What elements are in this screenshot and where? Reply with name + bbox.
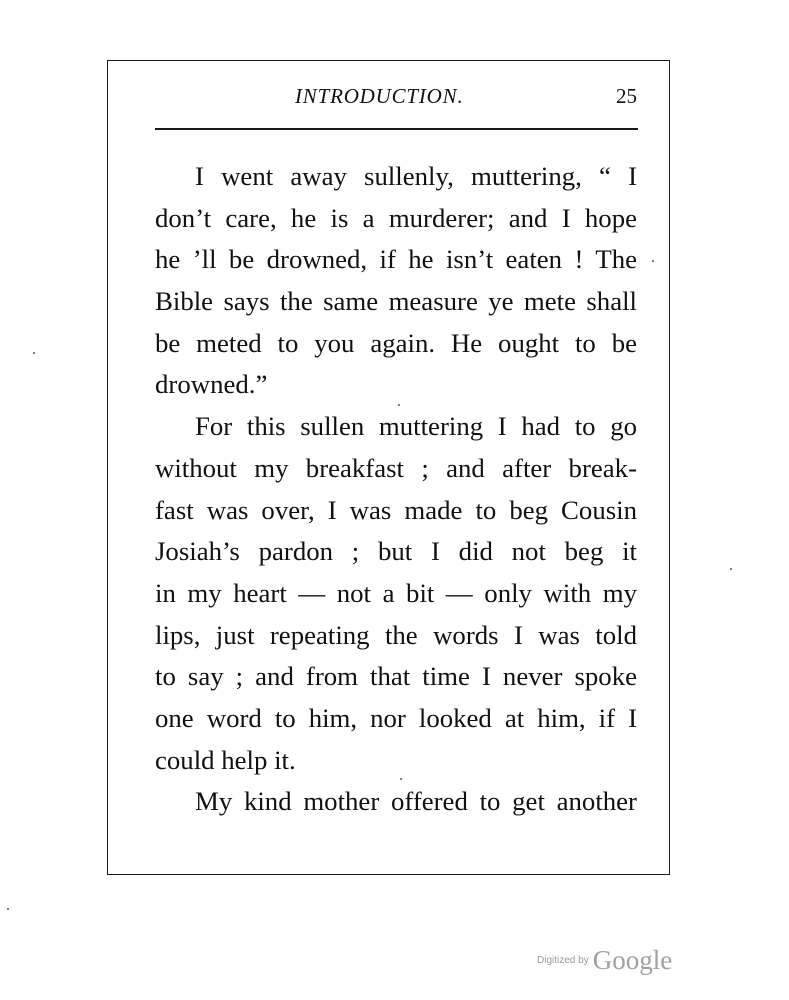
paragraph-1 <box>155 156 637 406</box>
paragraph-3 <box>155 781 637 823</box>
text-line: in my heart — not a bit — only with my <box>155 577 637 608</box>
text-line: Bible says the same measure ye mete shall <box>155 286 637 317</box>
text-line: fast was over, I was made to beg Cousin <box>155 494 637 525</box>
text-line: could help it. <box>155 744 296 775</box>
text-line: For this sullen muttering I had to go <box>195 411 637 442</box>
scan-speck <box>730 568 732 570</box>
text-line: be meted to you again. He ought to be <box>155 327 637 358</box>
page-number: 25 <box>616 84 637 108</box>
header-rule <box>155 128 638 130</box>
text-line: one word to him, nor looked at him, if I <box>155 702 637 733</box>
text-line: lips, just repeating the words I was told <box>155 619 637 650</box>
text-line: don’t care, he is a murderer; and I hope <box>155 202 637 233</box>
text-line: I went away sullenly, muttering, “ I <box>195 161 637 191</box>
text-line: to say ; and from that time I never spoke <box>155 661 637 692</box>
running-title: INTRODUCTION. <box>295 84 464 108</box>
running-header <box>155 76 637 116</box>
text-line: drowned.” <box>155 369 268 400</box>
text-line: without my breakfast ; and after break- <box>155 452 637 483</box>
scan-speck <box>400 778 402 780</box>
watermark-prefix: Digitized by <box>537 955 589 966</box>
text-line: My kind mother offered to get another <box>195 786 637 817</box>
watermark-brand: Google <box>592 945 673 975</box>
scan-speck <box>7 908 9 910</box>
text-line: he ’ll be drowned, if he isn’t eaten ! The <box>155 244 637 275</box>
scan-speck <box>33 352 35 354</box>
body-text <box>155 156 637 823</box>
scan-speck <box>652 260 654 262</box>
paragraph-2 <box>155 406 637 781</box>
text-line: Josiah’s pardon ; but I did not beg it <box>155 536 637 567</box>
digitized-watermark <box>537 945 672 976</box>
scan-speck <box>398 404 400 406</box>
